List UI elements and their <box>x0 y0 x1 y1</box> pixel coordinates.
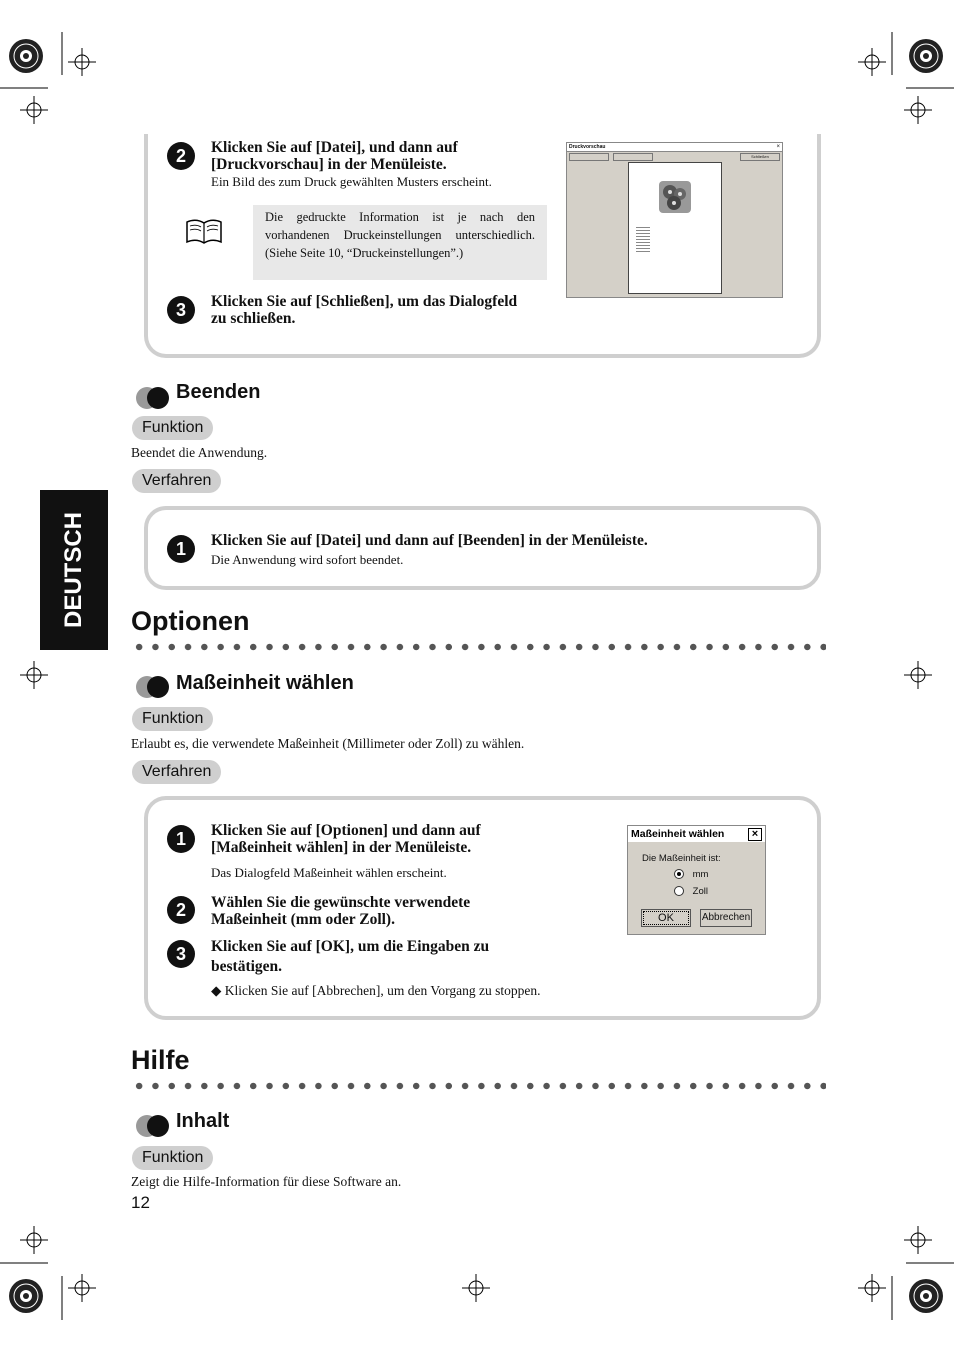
inhalt-heading: Inhalt <box>176 1110 230 1132</box>
preview-close-x: × <box>776 144 780 150</box>
optionen-step3-title: Klicken Sie auf [OK], um die Eingaben zu bestätigen. <box>211 938 490 975</box>
dialog-titlebar <box>628 826 765 842</box>
step-number-3: 3 <box>167 296 195 324</box>
hilfe-title: Hilfe <box>131 1045 190 1075</box>
optionen-dotted-rule <box>131 643 826 651</box>
preview-step2-sub: Ein Bild des zum Druck gewählten Musters erscheint. <box>211 174 492 189</box>
hilfe-funktion-label: Funktion <box>132 1146 213 1170</box>
dialog-prompt: Die Maßeinheit ist: <box>642 853 721 864</box>
radio-mm-label: mm <box>692 869 709 880</box>
dialog-cancel-button[interactable]: Abbrechen <box>700 909 752 927</box>
note-text: Die gedruckte Information ist je nach den vorhandenen Druckeinstellungen unterschiedlich. (Siehe Seite 10, “Druckeinstellungen”.) <box>265 210 535 260</box>
preview-step2-title: Klicken Sie auf [Datei], und dann auf [Druckvorschau] in der Menüleiste. <box>211 139 458 173</box>
note-box <box>253 205 547 280</box>
dialog-title: Maßeinheit wählen <box>631 828 725 840</box>
step-number-3: 3 <box>167 940 195 968</box>
preview-toolbar-button-1[interactable] <box>569 153 609 161</box>
hilfe-dotted-rule <box>131 1082 826 1090</box>
preview-step3-title: Klicken Sie auf [Schließen], um das Dialogfeld zu schließen. <box>211 293 518 327</box>
beenden-funktion-label: Funktion <box>132 416 213 440</box>
radio-zoll[interactable] <box>674 886 708 897</box>
preview-pattern-thumbnail <box>659 181 691 213</box>
optionen-step1-sub: Das Dialogfeld Maßeinheit wählen erscheint. <box>211 865 447 880</box>
beenden-heading: Beenden <box>176 381 261 403</box>
print-preview-window <box>566 142 783 298</box>
section-bullet-icon <box>136 1114 170 1138</box>
optionen-step2-title: Wählen Sie die gewünschte verwendete Maßeinheit (mm oder Zoll). <box>211 894 471 928</box>
preview-page-lines <box>636 227 650 253</box>
beenden-step1-sub: Die Anwendung wird sofort beendet. <box>211 552 404 567</box>
section-bullet-icon <box>136 386 170 410</box>
language-tab-label: DEUTSCH <box>60 511 87 629</box>
print-preview-title: Druckvorschau <box>567 143 782 152</box>
hilfe-funktion-text: Zeigt die Hilfe-Information für diese Software an. <box>131 1174 402 1189</box>
optionen-step1-title: Klicken Sie auf [Optionen] und dann auf [Maßeinheit wählen] in der Menüleiste. <box>211 822 481 856</box>
preview-close-button[interactable]: Schließen <box>740 153 780 161</box>
masseinheit-heading: Maßeinheit wählen <box>176 672 354 694</box>
optionen-title: Optionen <box>131 606 250 636</box>
step-number-2: 2 <box>167 142 195 170</box>
optionen-verfahren-label: Verfahren <box>132 760 221 784</box>
radio-zoll-label: Zoll <box>692 886 708 897</box>
page-number: 12 <box>131 1193 150 1212</box>
book-icon <box>184 214 224 248</box>
preview-page <box>628 162 722 294</box>
optionen-funktion-label: Funktion <box>132 707 213 731</box>
masseinheit-dialog <box>627 825 766 935</box>
dialog-ok-button[interactable]: OK <box>641 909 691 927</box>
beenden-step1-title: Klicken Sie auf [Datei] und dann auf [Beenden] in der Menüleiste. <box>211 532 648 549</box>
dialog-close-icon[interactable]: × <box>748 828 762 841</box>
step-number-1: 1 <box>167 535 195 563</box>
radio-mm[interactable] <box>674 869 708 880</box>
optionen-step3-note: ◆ Klicken Sie auf [Abbrechen], um den Vorgang zu stoppen. <box>211 983 541 998</box>
sunburst-mark-tl <box>9 39 43 73</box>
diamond-bullet-icon: ◆ <box>211 983 225 998</box>
section-bullet-icon <box>136 675 170 699</box>
optionen-funktion-text: Erlaubt es, die verwendete Maßeinheit (Millimeter oder Zoll) zu wählen. <box>131 736 525 751</box>
beenden-funktion-text: Beendet die Anwendung. <box>131 445 268 460</box>
step-number-1: 1 <box>167 825 195 853</box>
beenden-verfahren-label: Verfahren <box>132 469 221 493</box>
step-number-2: 2 <box>167 896 195 924</box>
language-tab <box>40 490 108 650</box>
preview-toolbar-button-2[interactable] <box>613 153 653 161</box>
